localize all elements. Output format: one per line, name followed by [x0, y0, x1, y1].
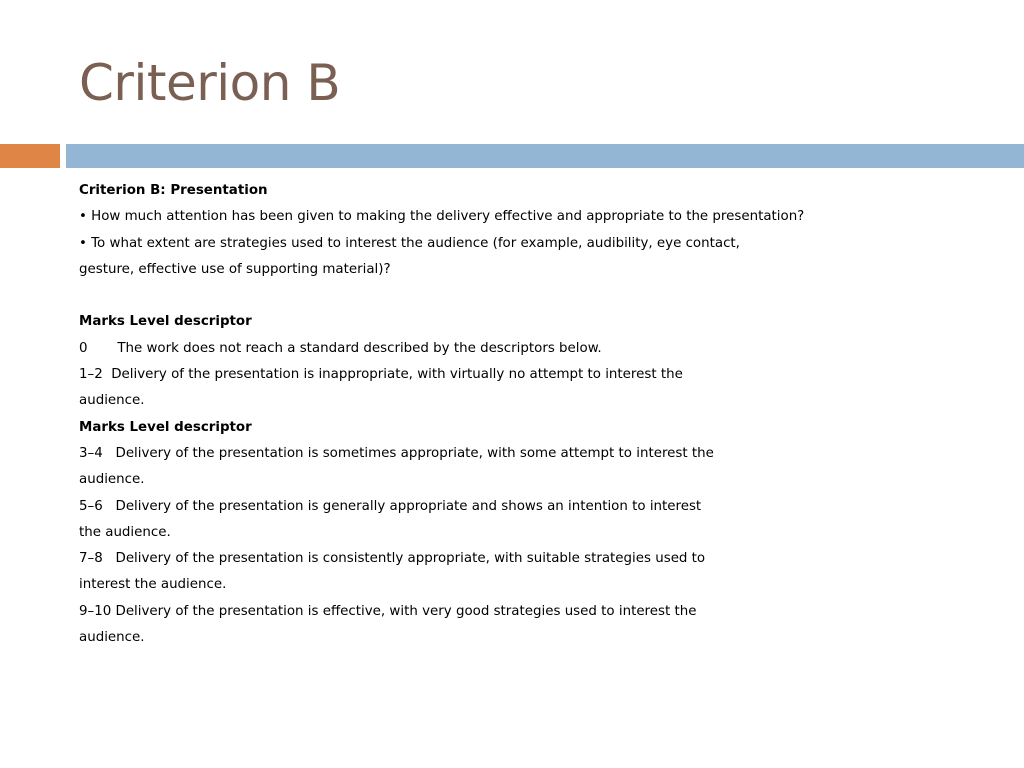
accent-bar-blue	[66, 144, 1024, 168]
slide-body	[79, 178, 999, 651]
bullet-strategies-interest-cont: gesture, effective use of supporting material)?	[79, 261, 391, 277]
level-5-6-descriptor: 5–6 Delivery of the presentation is generally appropriate and shows an intention to interest	[79, 498, 702, 514]
bullet-strategies-interest: • To what extent are strategies used to interest the audience (for example, audibility, eye contact,	[79, 235, 740, 251]
marks-level-heading-1: Marks Level descriptor	[79, 314, 252, 330]
level-9-10-descriptor: 9–10 Delivery of the presentation is effective, with very good strategies used to interest the	[79, 603, 697, 619]
marks-level-heading-2: Marks Level descriptor	[79, 419, 252, 435]
spacer	[79, 283, 999, 309]
level-3-4-descriptor-cont: audience.	[79, 472, 145, 488]
level-5-6-descriptor-cont: the audience.	[79, 524, 171, 540]
level-3-4-descriptor: 3–4 Delivery of the presentation is sometimes appropriate, with some attempt to interest the	[79, 445, 714, 461]
bullet-attention-delivery: • How much attention has been given to making the delivery effective and appropriate to the presentation?	[79, 209, 805, 225]
level-7-8-descriptor: 7–8 Delivery of the presentation is consistently appropriate, with suitable strategies used to	[79, 551, 706, 567]
slide-title: Criterion B	[79, 54, 341, 112]
level-7-8-descriptor-cont: interest the audience.	[79, 577, 227, 593]
level-9-10-descriptor-cont: audience.	[79, 630, 145, 646]
accent-bar-orange	[0, 144, 60, 168]
level-1-2-descriptor: 1–2 Delivery of the presentation is inappropriate, with virtually no attempt to interest the	[79, 367, 683, 383]
level-1-2-descriptor-cont: audience.	[79, 393, 145, 409]
level-0-descriptor: 0 The work does not reach a standard described by the descriptors below.	[79, 340, 602, 356]
heading-criterion-b-presentation: Criterion B: Presentation	[79, 183, 268, 198]
